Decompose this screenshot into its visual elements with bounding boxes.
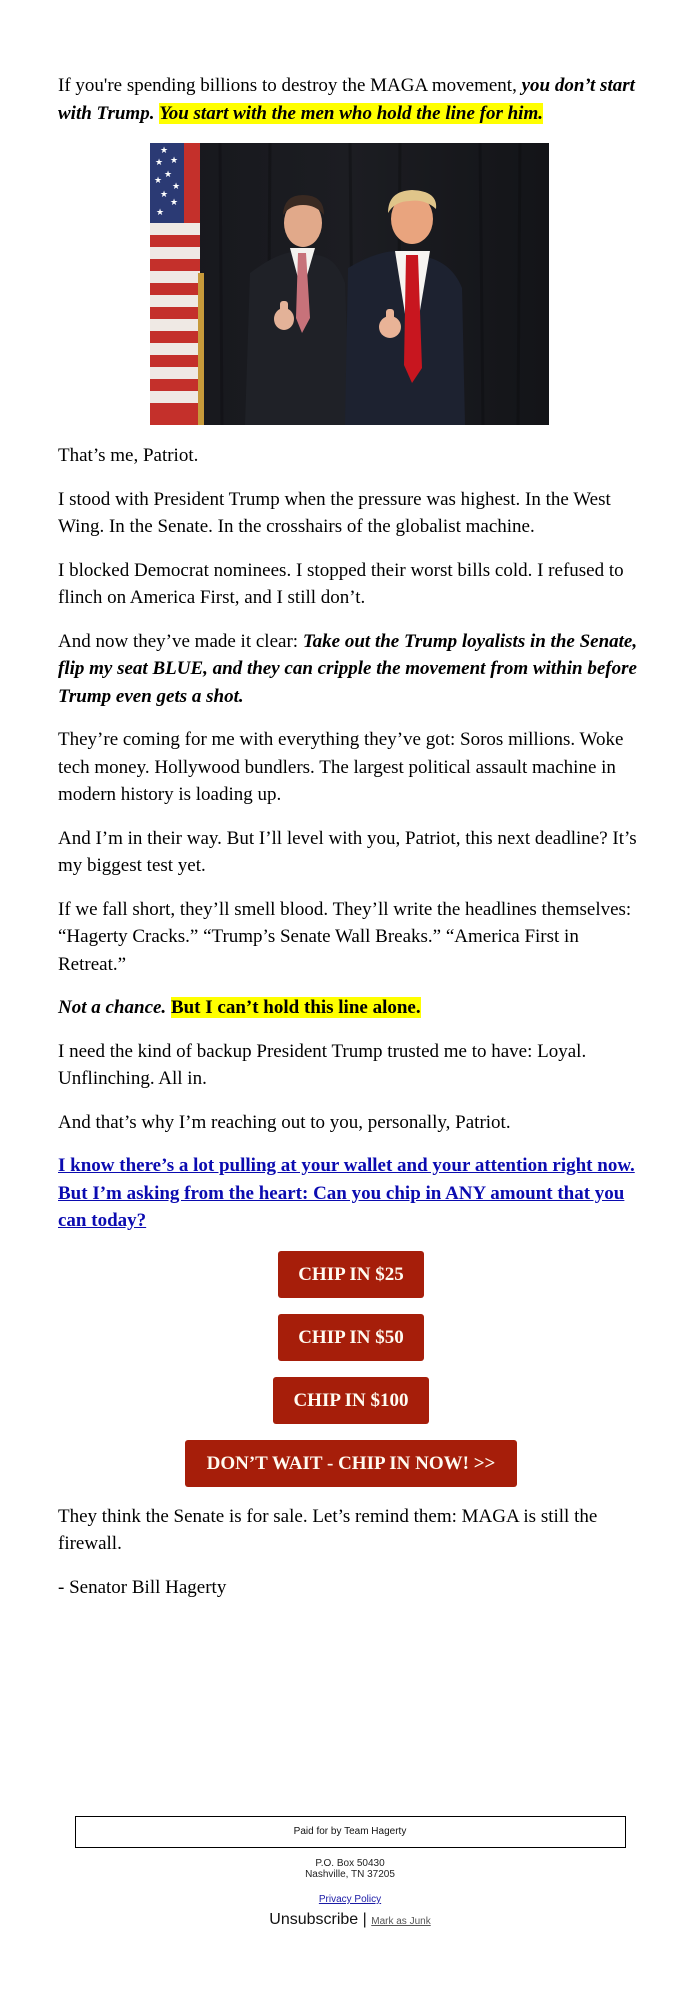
- donate-now-row: [58, 1440, 644, 1487]
- paragraph-stood-with-trump: I stood with President Trump when the pressure was highest. In the West Wing. In the Senate. In the crosshairs of the globalist machine.: [58, 488, 611, 537]
- mark-as-junk-link[interactable]: Mark as Junk: [371, 1916, 431, 1927]
- donate-25-row: [58, 1251, 644, 1298]
- cta-paragraph: [58, 1152, 644, 1235]
- address-line-2: Nashville, TN 37205: [305, 1869, 395, 1880]
- email-footer: [0, 1816, 700, 1932]
- separator: |: [358, 1911, 372, 1928]
- chip-in-any-amount-link[interactable]: I know there’s a lot pulling at your wallet and your attention right now. But I’m asking from the heart: Can you chip in ANY amount that you can today?: [58, 1155, 635, 1231]
- paragraph-thats-me: That’s me, Patriot.: [58, 445, 199, 466]
- intro-paragraph: [58, 72, 644, 127]
- privacy-policy-link[interactable]: Privacy Policy: [318, 1894, 382, 1905]
- hero-image-container: [58, 143, 644, 426]
- paragraph-fall-short: If we fall short, they’ll smell blood. They’ll write the headlines themselves: “Hagerty Cracks.” “Trump’s Senate Wall Breaks.” “America First in Retreat.”: [58, 898, 632, 975]
- chip-in-now-button[interactable]: DON’T WAIT - CHIP IN NOW! >>: [185, 1440, 518, 1487]
- paid-for-disclaimer: Paid for by Team Hagerty: [75, 1816, 626, 1848]
- svg-text:★: ★: [160, 146, 169, 156]
- made-it-clear-emphasis: Take out the Trump loyalists in the Senate, flip my seat BLUE, and they can cripple the movement from within before Trump even gets a shot.: [58, 630, 638, 707]
- svg-text:★: ★: [170, 156, 179, 166]
- not-a-chance-text: Not a chance.: [58, 997, 167, 1018]
- privacy-row: [0, 1894, 700, 1906]
- hold-line-highlight: But I can’t hold this line alone.: [170, 997, 421, 1018]
- chip-in-50-button[interactable]: CHIP IN $50: [278, 1314, 424, 1361]
- hero-image: [150, 143, 549, 425]
- signature: - Senator Bill Hagerty: [58, 1576, 227, 1598]
- unsubscribe-row: [0, 1910, 700, 1932]
- svg-text:★: ★: [155, 158, 164, 168]
- donate-50-row: [58, 1314, 644, 1361]
- intro-highlighted-text: You start with the men who hold the line for him.: [159, 102, 543, 124]
- made-it-clear-plain: And now they’ve made it clear:: [58, 630, 303, 652]
- unsubscribe-link[interactable]: Unsubscribe: [269, 1911, 359, 1928]
- paragraph-need-backup: I need the kind of backup President Trump trusted me to have: Loyal. Unflinching. All in.: [58, 1040, 587, 1089]
- svg-text:★: ★: [164, 170, 173, 180]
- intro-emphasis-text: you don’t start with Trump.: [58, 75, 635, 124]
- chip-in-25-button[interactable]: CHIP IN $25: [278, 1251, 424, 1298]
- paragraph-closing: They think the Senate is for sale. Let’s remind them: MAGA is still the firewall.: [58, 1505, 598, 1554]
- paragraph-not-a-chance: [58, 994, 644, 1022]
- svg-text:★: ★: [172, 182, 181, 192]
- intro-plain-text: If you're spending billions to destroy the MAGA movement,: [58, 75, 522, 96]
- paragraph-coming-for-me: They’re coming for me with everything they’ve got: Soros millions. Woke tech money. Hollywood bundlers. The largest political assault machine in modern history is loading up.: [58, 729, 624, 805]
- american-flag: [150, 143, 204, 425]
- address-line-1: P.O. Box 50430: [315, 1858, 385, 1869]
- paragraph-reaching-out: And that’s why I’m reaching out to you, personally, Patriot.: [58, 1111, 511, 1133]
- svg-text:★: ★: [170, 198, 179, 208]
- chip-in-100-button[interactable]: CHIP IN $100: [273, 1377, 428, 1424]
- paragraph-in-their-way: And I’m in their way. But I’ll level with you, Patriot, this next deadline? It’s my biggest test yet.: [58, 827, 637, 876]
- donate-100-row: [58, 1377, 644, 1424]
- svg-text:★: ★: [156, 208, 165, 218]
- mailing-address: [0, 1858, 700, 1880]
- email-body: [58, 72, 644, 1617]
- svg-text:★: ★: [154, 176, 163, 186]
- paragraph-blocked-nominees: I blocked Democrat nominees. I stopped their worst bills cold. I refused to flinch on America First, and I still don’t.: [58, 559, 624, 608]
- svg-text:★: ★: [160, 190, 169, 200]
- paragraph-made-it-clear: [58, 628, 644, 711]
